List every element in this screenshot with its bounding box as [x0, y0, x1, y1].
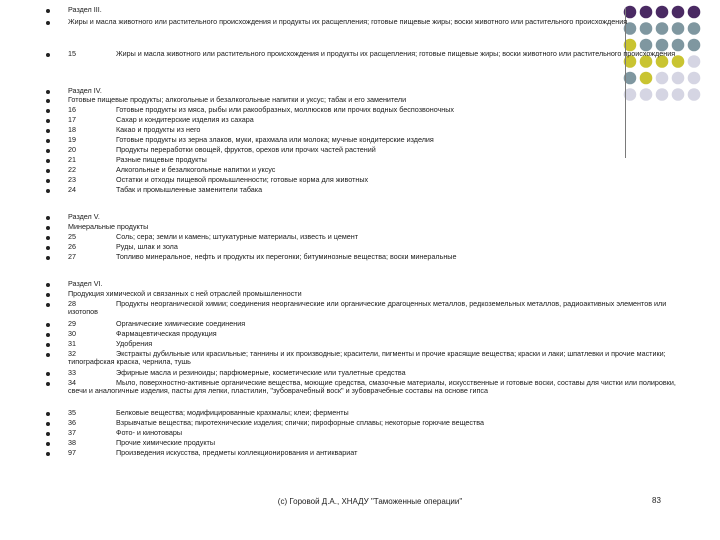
list-item-text: [68, 136, 681, 144]
group-title: Мыло, поверхностно-активные органические вещества, моющие средства, смазочные материалы, искусственные и готовые воски, составы для чистки или полировки, свечи и аналогичные изделия, пасты для лепки, пластилин, "зубоврачебный воск" и зубоврачебные составы на основе гипса: [68, 378, 676, 396]
group-title: Минеральные продукты: [68, 222, 149, 231]
group-code: 17: [68, 115, 76, 124]
group-code: 20: [68, 145, 76, 154]
group-title: Табак и промышленные заменители табака: [116, 185, 263, 194]
list-item-text: [68, 439, 681, 447]
group-code: 22: [68, 165, 76, 174]
group-title: Раздел IV.: [68, 86, 102, 95]
bullet-icon: [46, 9, 50, 13]
list-item-text: [68, 409, 681, 417]
group-title: Остатки и отходы пищевой промышленности; готовые корма для животных: [116, 175, 369, 184]
bullet-icon: [46, 452, 50, 456]
bullet-icon: [46, 129, 50, 133]
bullet-icon: [46, 90, 50, 94]
list-item-text: [68, 253, 681, 261]
bullet-icon: [46, 169, 50, 173]
list-item-text: [68, 419, 681, 427]
list-item-text: [68, 300, 681, 317]
group-title: Раздел V.: [68, 212, 100, 221]
group-code: 23: [68, 175, 76, 184]
group-title: Белковые вещества; модифицированные крахмалы; клеи; ферменты: [116, 408, 349, 417]
group-title: Фото- и кинотовары: [116, 428, 182, 437]
group-code: 30: [68, 329, 76, 338]
bullet-icon: [46, 333, 50, 337]
list-item-text: [68, 156, 681, 164]
group-code: 24: [68, 185, 76, 194]
group-title: Готовые продукты из мяса, рыбы или ракообразных, моллюсков или прочих водных беспозвоночных: [116, 105, 455, 114]
group-code: 25: [68, 232, 76, 241]
group-code: 21: [68, 155, 76, 164]
list-item-text: [68, 18, 681, 26]
bullet-icon: [46, 422, 50, 426]
bullet-icon: [46, 109, 50, 113]
group-code: 16: [68, 105, 76, 114]
list-item-text: [68, 50, 681, 58]
bullet-icon: [46, 283, 50, 287]
bullet-icon: [46, 353, 50, 357]
list-item-text: [68, 106, 681, 114]
group-title: Продукты неорганической химии; соединения неорганические или органические драгоценных металлов, редкоземельных металлов, радиоактивных элементов или изотопов: [68, 299, 667, 317]
group-code: 34: [68, 378, 76, 387]
group-title: Продукция химической и связанных с ней отраслей промышленности: [68, 289, 302, 298]
list-item-text: [68, 213, 681, 221]
list-item-text: [68, 166, 681, 174]
group-code: 28: [68, 299, 76, 308]
list-item-text: [68, 290, 681, 298]
group-title: Удобрения: [116, 339, 153, 348]
list-item-text: [68, 243, 681, 251]
bullet-icon: [46, 303, 50, 307]
list-item-text: [68, 116, 681, 124]
bullet-icon: [46, 382, 50, 386]
list-item-text: [68, 6, 681, 14]
group-title: Прочие химические продукты: [116, 438, 216, 447]
group-code: 27: [68, 252, 76, 261]
group-code: 38: [68, 438, 76, 447]
list-item-text: [68, 369, 681, 377]
bullet-icon: [46, 442, 50, 446]
list-item-text: [68, 379, 681, 396]
list-item-group-28: [46, 300, 681, 318]
list-item-group-32: [46, 350, 681, 368]
group-title: Готовые продукты из зерна злаков, муки, крахмала или молока; мучные кондитерские изделия: [116, 135, 434, 144]
bullet-icon: [46, 216, 50, 220]
bullet-icon: [46, 119, 50, 123]
list-item-text: [68, 146, 681, 154]
group-title: Жиры и масла животного или растительного происхождения и продукты их расщепления; готовые пищевые жиры; воски животного или растительного происхождения: [116, 49, 676, 58]
group-title: Руды, шлак и зола: [116, 242, 178, 251]
list-item-group-34: [46, 379, 681, 407]
bullet-icon: [46, 293, 50, 297]
group-title: Жиры и масла животного или растительного происхождения и продукты их расщепления; готовые пищевые жиры; воски животного или растительного происхождения: [68, 17, 628, 26]
group-title: Взрывчатые вещества; пиротехнические изделия; спички; пирофорные сплавы; некоторые горючие вещества: [116, 418, 485, 427]
list-item-text: [68, 340, 681, 348]
group-title: Готовые пищевые продукты; алкогольные и безалкогольные напитки и уксус; табак и его заменители: [68, 95, 407, 104]
bullet-icon: [46, 226, 50, 230]
group-title: Топливо минеральное, нефть и продукты их перегонки; битуминозные вещества; воски минеральные: [116, 252, 457, 261]
group-code: 26: [68, 242, 76, 251]
bullet-icon: [46, 99, 50, 103]
group-code: 36: [68, 418, 76, 427]
footer-credit: (c) Горовой Д.А., ХНАДУ "Таможенные операции": [277, 497, 463, 506]
group-code: 37: [68, 428, 76, 437]
group-code: 31: [68, 339, 76, 348]
bullet-icon: [46, 159, 50, 163]
bullet-icon: [46, 179, 50, 183]
group-title: Алкогольные и безалкогольные напитки и уксус: [116, 165, 276, 174]
group-title: Разные пищевые продукты: [116, 155, 207, 164]
bullet-icon: [46, 323, 50, 327]
bullet-icon: [46, 432, 50, 436]
group-title: Раздел III.: [68, 5, 102, 14]
bullet-icon: [46, 149, 50, 153]
group-code: 33: [68, 368, 76, 377]
list-item-text: [68, 350, 681, 367]
group-code: 18: [68, 125, 76, 134]
page-number: 83: [652, 496, 661, 505]
group-code: 29: [68, 319, 76, 328]
group-title: Продукты переработки овощей, фруктов, орехов или прочих частей растений: [116, 145, 376, 154]
group-code: 97: [68, 448, 76, 457]
list-item-text: [68, 176, 681, 184]
group-title: Эфирные масла и резиноиды; парфюмерные, косметические или туалетные средства: [116, 368, 406, 377]
bullet-icon: [46, 246, 50, 250]
list-item-text: [68, 223, 681, 231]
list-item-text: [68, 429, 681, 437]
bullet-icon: [46, 189, 50, 193]
bullet-icon: [46, 343, 50, 347]
list-item-text: [68, 126, 681, 134]
list-item-group-15: [46, 50, 681, 76]
group-title: Фармацевтическая продукция: [116, 329, 217, 338]
group-title: Произведения искусства, предметы коллекционирования и антиквариат: [116, 448, 358, 457]
group-title: Экстракты дубильные или красильные; таннины и их производные; красители, пигменты и прочие красящие вещества; краски и лаки; шпатлевки и прочие мастики; типографская краска, чернила, тушь: [68, 349, 666, 367]
group-code: 32: [68, 349, 76, 358]
bullet-icon: [46, 139, 50, 143]
group-code: 35: [68, 408, 76, 417]
list-item-text: [68, 186, 681, 194]
group-title: Соль; сера; земли и камень; штукатурные материалы, известь и цемент: [116, 232, 359, 241]
list-item-text: [68, 233, 681, 241]
bullet-icon: [46, 236, 50, 240]
list-item-text: [68, 320, 681, 328]
group-title: Сахар и кондитерские изделия из сахара: [116, 115, 254, 124]
list-item-text: [68, 280, 681, 288]
list-item-text: [68, 449, 681, 457]
list-item: [46, 18, 681, 44]
group-title: Органические химические соединения: [116, 319, 246, 328]
group-code: 15: [68, 49, 76, 58]
bullet-icon: [46, 53, 50, 57]
bullet-icon: [46, 21, 50, 25]
group-code: 19: [68, 135, 76, 144]
bullet-icon: [46, 412, 50, 416]
list-item-text: [68, 330, 681, 338]
bullet-icon: [46, 256, 50, 260]
group-title: Раздел VI.: [68, 279, 103, 288]
list-item-text: [68, 96, 681, 104]
bullet-icon: [46, 372, 50, 376]
group-title: Какао и продукты из него: [116, 125, 201, 134]
